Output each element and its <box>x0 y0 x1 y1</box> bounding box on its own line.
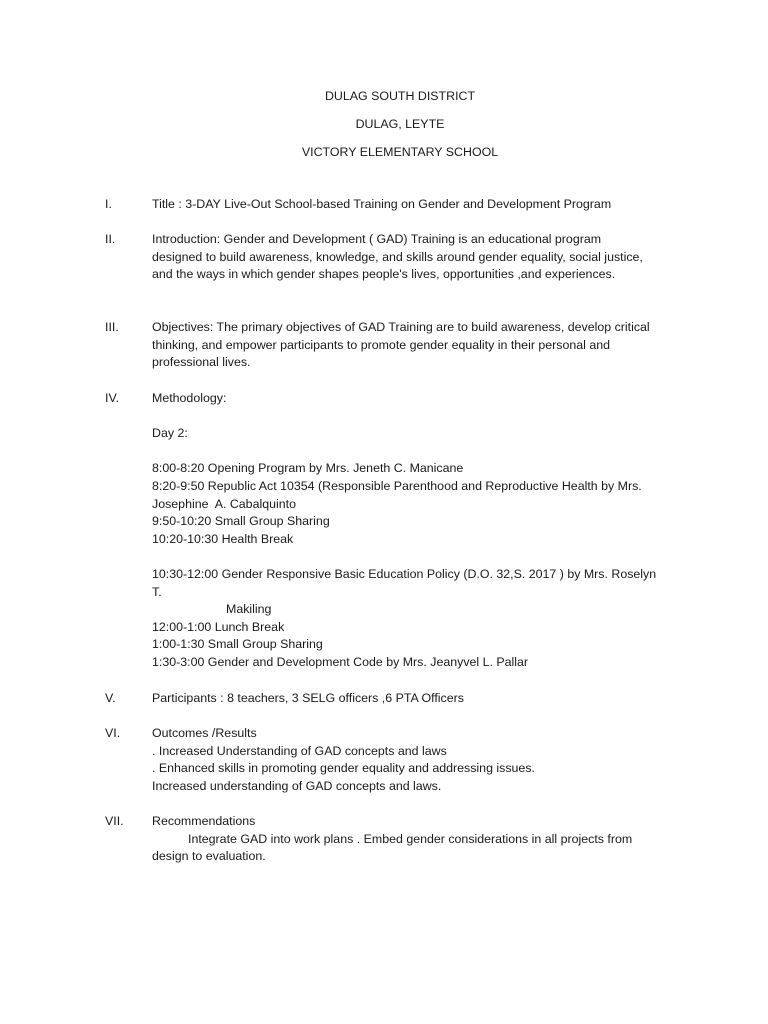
schedule-item: 8:00-8:20 Opening Program by Mrs. Jeneth C. Manicane <box>152 461 464 476</box>
outcomes-heading: Outcomes /Results <box>152 726 257 740</box>
spacer <box>152 443 672 461</box>
district-heading: DULAG SOUTH DISTRICT <box>324 89 476 103</box>
section-number: V. <box>105 691 116 705</box>
section-number: VI. <box>105 726 121 740</box>
section-number: III. <box>105 320 119 334</box>
schedule-item: 8:20-9:50 Republic Act 10354 (Responsible Parenthood and Reproductive Health by Mrs. <box>152 478 642 493</box>
spacer <box>152 408 672 426</box>
day-label: Day 2: <box>152 426 188 441</box>
speaker-surname: Makiling <box>226 602 272 617</box>
participants-text: Participants : 8 teachers, 3 SELG officers ,6 PTA Officers <box>152 691 464 705</box>
outcome-item: . Enhanced skills in promoting gender equality and addressing issues. <box>152 761 535 776</box>
schedule-item: Josephine A. Cabalquinto <box>152 496 296 511</box>
spacer <box>152 548 672 566</box>
methodology-heading: Methodology: <box>152 391 227 405</box>
schedule-item: 10:20-10:30 Health Break <box>152 531 294 546</box>
location-heading: DULAG, LEYTE <box>355 117 445 131</box>
recommendation-line: Integrate GAD into work plans . Embed gender considerations in all projects from <box>188 831 633 846</box>
schedule-item: 1:30-3:00 Gender and Development Code by Mrs. Jeanyvel L. Pallar <box>152 654 529 669</box>
title-text: Title : 3-DAY Live-Out School-based Training on Gender and Development Program <box>152 197 612 211</box>
recommendation-line: design to evaluation. <box>152 849 266 864</box>
introduction-line: designed to build awareness, knowledge, and skills around gender equality, social justice, <box>152 249 643 264</box>
schedule-item: 10:30-12:00 Gender Responsive Basic Education Policy (D.O. 32,S. 2017 ) by Mrs. Roselyn <box>152 566 657 581</box>
outcome-item: . Increased Understanding of GAD concepts and laws <box>152 743 447 758</box>
section-number: VII. <box>105 814 124 828</box>
section-number: I. <box>105 197 112 211</box>
recommendations-heading: Recommendations <box>152 814 256 828</box>
objectives-line: Objectives: The primary objectives of GAD Training are to build awareness, develop critical <box>152 320 650 334</box>
section-number: IV. <box>105 391 120 405</box>
schedule-item: 9:50-10:20 Small Group Sharing <box>152 514 330 529</box>
introduction-line: Introduction: Gender and Development ( GAD) Training is an educational program <box>152 232 602 246</box>
outcome-item: Increased understanding of GAD concepts and laws. <box>152 778 442 793</box>
objectives-line: thinking, and empower participants to promote gender equality in their personal and <box>152 337 611 352</box>
introduction-line: and the ways in which gender shapes people's lives, opportunities ,and experiences. <box>152 267 616 282</box>
schedule-item: 12:00-1:00 Lunch Break <box>152 619 285 634</box>
schedule-item: T. <box>152 584 162 599</box>
school-heading: VICTORY ELEMENTARY SCHOOL <box>301 145 499 159</box>
section-number: II. <box>105 232 116 246</box>
objectives-line: professional lives. <box>152 355 251 370</box>
schedule-item: 1:00-1:30 Small Group Sharing <box>152 637 323 652</box>
